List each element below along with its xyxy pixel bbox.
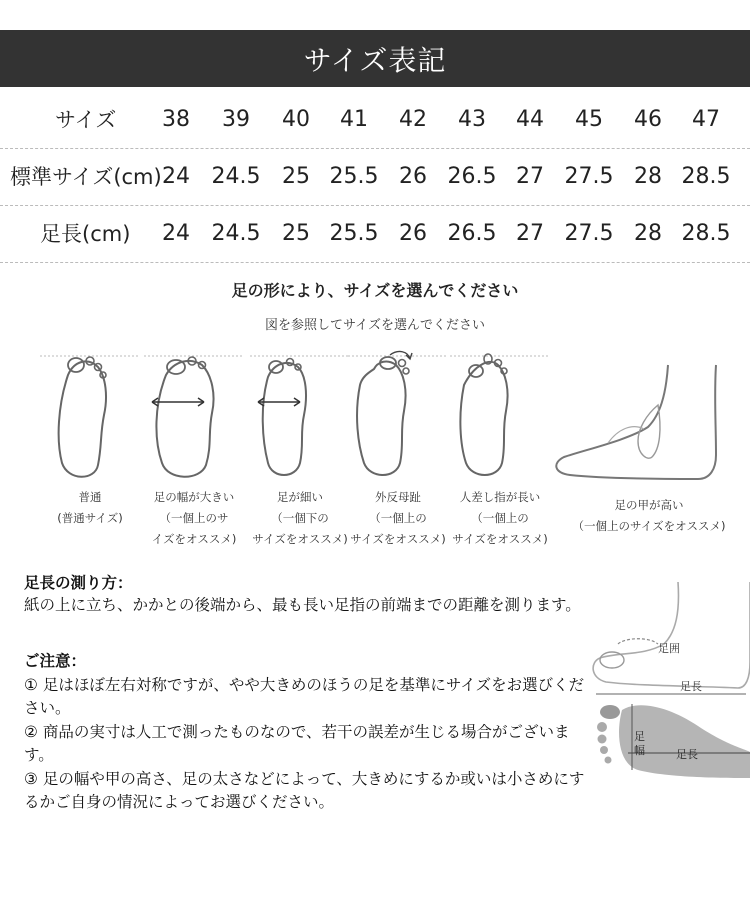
size-cell: 26.5 <box>447 164 497 189</box>
size-cell: 25 <box>282 221 310 246</box>
foot-narrow-icon <box>250 345 350 485</box>
length-label-bottom: 足長 <box>676 749 698 761</box>
note-item: ① 足はほぼ左右対称ですが、やや大きめのほうの足を基準にサイズをお選びください。 <box>24 675 585 717</box>
foot-bunion-icon <box>348 345 448 485</box>
size-cell: 27 <box>516 164 544 189</box>
foot-wide-icon <box>144 345 244 485</box>
header-title: サイズ表記 <box>303 43 447 77</box>
foot-outline-icon <box>40 345 140 485</box>
size-table <box>0 92 750 263</box>
foot-caption: 人差し指が長い （一個上の サイズをオススメ) <box>452 490 548 546</box>
size-cell: 43 <box>458 107 486 132</box>
foot-wide <box>144 345 244 555</box>
header-bar <box>0 30 750 87</box>
size-cell: 39 <box>222 107 250 132</box>
size-cell: 27 <box>516 221 544 246</box>
size-cell: 27.5 <box>564 164 614 189</box>
size-cell: 28.5 <box>681 221 731 246</box>
size-cell: 25 <box>282 164 310 189</box>
size-cell: 27.5 <box>564 221 614 246</box>
length-label-top: 足長 <box>680 681 702 693</box>
guide-title: 足の形により、サイズを選んでください <box>231 281 519 300</box>
foot-measure-diagram-icon <box>588 582 750 792</box>
measure-heading: 足長の測り方： <box>24 574 133 592</box>
size-cell: 44 <box>516 107 544 132</box>
foot-side-icon <box>548 345 750 495</box>
note-item: ③ 足の幅や甲の高さ、足の太さなどによって、大きめにするか或いは小さめにするかご自身の情況によってお選びください。 <box>24 769 585 811</box>
notes-section <box>24 650 594 815</box>
foot-long-toe-icon <box>450 345 550 485</box>
size-cell: 26 <box>399 221 427 246</box>
size-cell: 26.5 <box>447 221 497 246</box>
size-cell: 46 <box>634 107 662 132</box>
foot-caption: 足の幅が大きい （一個上のサ イズをオススメ) <box>151 490 237 546</box>
size-cell: 45 <box>575 107 603 132</box>
size-table-row <box>0 92 750 149</box>
foot-caption: 足が細い （一個下の サイズをオススメ) <box>252 490 348 546</box>
size-cell: 42 <box>399 107 427 132</box>
size-cell: 25.5 <box>329 164 379 189</box>
size-table-row <box>0 206 750 263</box>
measure-text: 紙の上に立ち、かかとの後端から、最も長い足指の前端までの距離を測ります。 <box>24 596 581 614</box>
foot-long-second-toe <box>450 345 550 555</box>
size-cell: 28 <box>634 221 662 246</box>
foot-caption: 足の甲が高い （一個上のサイズをオススメ) <box>572 498 726 533</box>
size-table-row <box>0 149 750 206</box>
width-label: 足幅 <box>634 731 645 757</box>
size-cell: 40 <box>282 107 310 132</box>
size-cell: 25.5 <box>329 221 379 246</box>
row-label: 標準サイズ(cm) <box>10 165 162 189</box>
girth-label: 足囲 <box>658 643 680 655</box>
foot-caption: 普通 (普通サイズ) <box>57 490 123 525</box>
size-cell: 24 <box>162 221 190 246</box>
size-cell: 24 <box>162 164 190 189</box>
row-label: サイズ <box>55 108 117 132</box>
foot-types <box>0 345 750 555</box>
size-cell: 26 <box>399 164 427 189</box>
size-cell: 47 <box>692 107 720 132</box>
size-cell: 38 <box>162 107 190 132</box>
size-cell: 24.5 <box>211 221 261 246</box>
size-cell: 24.5 <box>211 164 261 189</box>
size-cell: 28 <box>634 164 662 189</box>
size-cell: 41 <box>340 107 368 132</box>
measure-diagram <box>588 582 750 792</box>
foot-caption: 外反母趾 （一個上の サイズをオススメ) <box>350 490 446 546</box>
size-cell: 28.5 <box>681 164 731 189</box>
row-label: 足長(cm) <box>40 222 131 246</box>
guide-subtitle: 図を参照してサイズを選んでください <box>265 318 485 333</box>
note-item: ② 商品の実寸は人工で測ったものなので、若干の誤差が生じる場合がございます。 <box>24 722 570 764</box>
notes-heading: ご注意： <box>24 652 87 670</box>
foot-high-instep <box>548 345 750 555</box>
